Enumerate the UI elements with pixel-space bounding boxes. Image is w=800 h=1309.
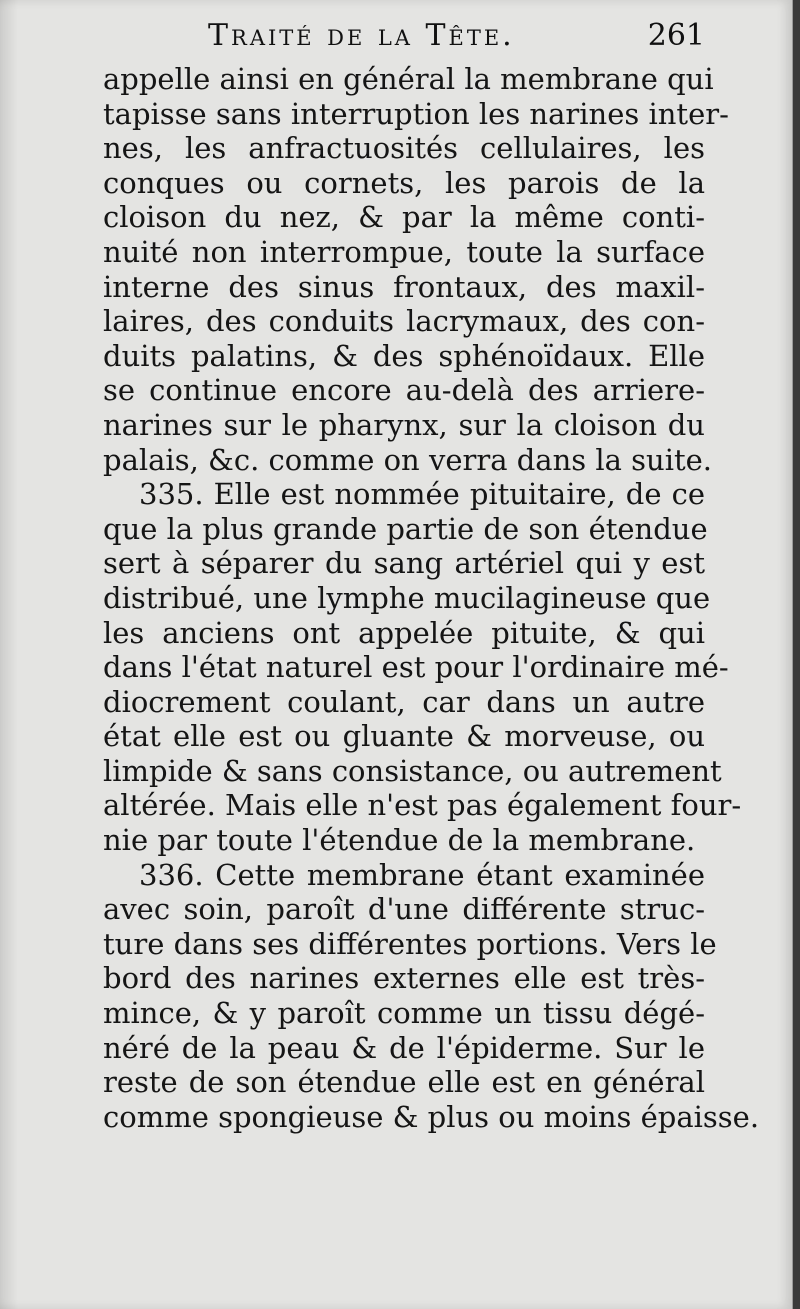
text-line: distribué, une lymphe mucilagineuse que bbox=[103, 580, 711, 615]
text-line: reste de son étendue elle est en général bbox=[103, 1065, 705, 1100]
text-line: nie par toute l'étendue de la membrane. bbox=[103, 823, 696, 858]
text-line: bord des narines externes elle est très- bbox=[103, 961, 705, 996]
text-line: cloison du nez, & par la même conti- bbox=[103, 200, 705, 235]
text-line: état elle est ou gluante & morveuse, ou bbox=[103, 719, 705, 754]
text-line: comme spongieuse & plus ou moins épaisse. bbox=[103, 1099, 760, 1134]
text-line: altérée. Mais elle n'est pas également four- bbox=[103, 788, 742, 823]
body-text bbox=[103, 62, 760, 1134]
text-line: sert à séparer du sang artériel qui y est bbox=[103, 546, 705, 581]
text-line: avec soin, paroît d'une différente struc- bbox=[103, 892, 705, 927]
text-line: interne des sinus frontaux, des maxil- bbox=[103, 269, 705, 304]
text-line: mince, & y paroît comme un tissu dégé- bbox=[103, 996, 705, 1031]
page-number: 261 bbox=[647, 18, 705, 53]
text-line: palais, &c. comme on verra dans la suite. bbox=[103, 442, 712, 477]
text-line: ture dans ses différentes portions. Vers le bbox=[103, 926, 717, 961]
text-line: dans l'état naturel est pour l'ordinaire mé- bbox=[103, 650, 729, 685]
spine-shadow bbox=[0, 0, 18, 1309]
paragraph-336-start: 336. Cette membrane étant examinée bbox=[139, 857, 705, 892]
text-line: limpide & sans consistance, ou autrement bbox=[103, 753, 722, 788]
text-line: appelle ainsi en général la membrane qui bbox=[103, 62, 714, 96]
text-line: les anciens ont appelée pituite, & qui bbox=[103, 615, 705, 650]
text-line: que la plus grande partie de son étendue bbox=[103, 511, 708, 546]
text-line: diocrement coulant, car dans un autre bbox=[103, 684, 705, 719]
text-line: duits palatins, & des sphénoïdaux. Elle bbox=[103, 338, 705, 373]
paragraph-335-start: 335. Elle est nommée pituitaire, de ce bbox=[139, 477, 705, 512]
text-line: conques ou cornets, les parois de la bbox=[103, 165, 705, 200]
running-title: Traité de la Tête. bbox=[208, 18, 515, 53]
text-line: tapisse sans interruption les narines inter- bbox=[103, 96, 729, 131]
text-line: se continue encore au-delà des arriere- bbox=[103, 373, 705, 408]
text-line: narines sur le pharynx, sur la cloison du bbox=[103, 407, 705, 442]
text-line: laires, des conduits lacrymaux, des con- bbox=[103, 304, 705, 339]
page-header bbox=[100, 14, 705, 58]
text-line: nuité non interrompue, toute la surface bbox=[103, 234, 705, 269]
text-line: nes, les anfractuosités cellulaires, les bbox=[103, 131, 705, 166]
text-line: néré de la peau & de l'épiderme. Sur le bbox=[103, 1030, 705, 1065]
